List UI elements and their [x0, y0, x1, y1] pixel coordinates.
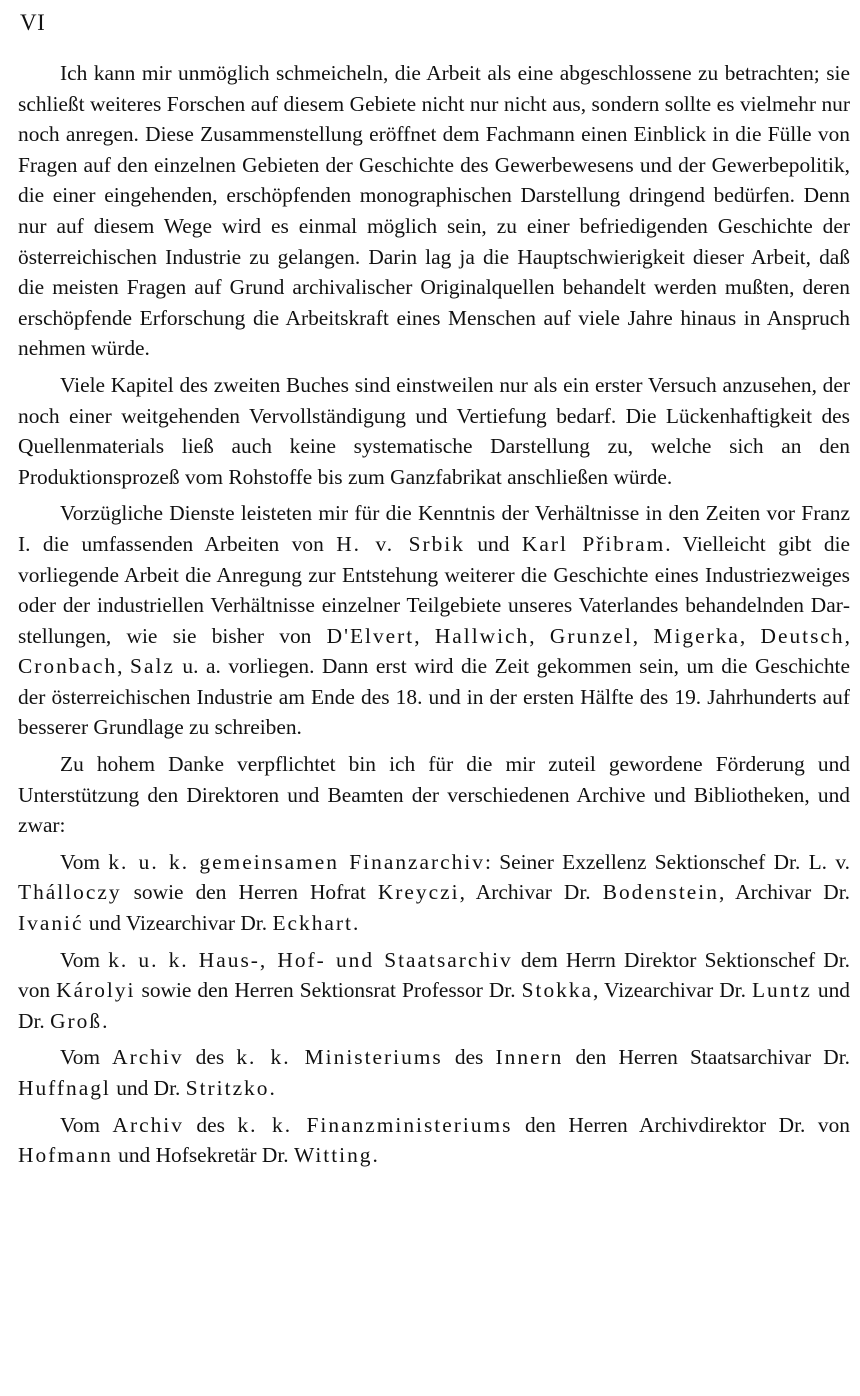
- page-number: VI: [20, 10, 46, 35]
- spaced-emphasis-text: Cronbach: [18, 654, 118, 679]
- spaced-emphasis-text: k. u. k. gemeinsamen Finanzarchiv: [108, 849, 485, 874]
- text-segment: und Hofsekretär Dr.: [112, 1143, 294, 1168]
- text-segment: ,: [844, 623, 850, 648]
- text-segment: .: [102, 1008, 108, 1033]
- text-segment: . Vielleicht gibt die vorliegende Arbeit die Anregung zur Entstehung weiterer die Geschichte eines Industriezweiges oder der industriellen Verhältnisse einzelner Teilgebiete unseres Vaterlandes behandelnden Darstellungen, wie sie bisher von: [18, 531, 851, 648]
- text-segment: , Archivar Dr.: [718, 880, 850, 905]
- text-segment: Vorzügliche Dienste leisteten mir für die Kenntnis der Verhältnisse in den Zeiten vor Franz I. die umfassenden Arbeiten von: [18, 501, 850, 556]
- text-segment: ,: [632, 623, 654, 648]
- spaced-emphasis-text: Deutsch: [760, 623, 845, 648]
- text-segment: sowie den Herren Sektionsrat Professor Dr.: [135, 978, 522, 1003]
- spaced-emphasis-text: Huffnagl: [18, 1076, 111, 1100]
- spaced-emphasis-text: Kreyczi: [377, 880, 460, 905]
- text-segment: des: [183, 1045, 237, 1070]
- spaced-emphasis-text: Hofmann: [18, 1143, 113, 1168]
- text-segment: den Herren Archivdirektor Dr. von: [512, 1112, 850, 1137]
- text-segment: und Dr.: [18, 978, 851, 1033]
- body-text: [18, 58, 850, 1171]
- paragraph: [18, 945, 850, 1037]
- spaced-emphasis-text: Migerka: [653, 623, 740, 648]
- spaced-emphasis-text: Archiv: [112, 1112, 184, 1137]
- text-segment: Ich kann mir unmöglich schmeicheln, die Arbeit als eine abgeschlossene zu betrachten; sie schließt weiteres Forschen auf diesem Gebiete nicht nur nicht aus, sondern sollte es vielmehr nur noch anregen. Diese Zusammenstellung eröffnet dem Fachmann einen Einblick in die Fülle von Fragen auf den einzelnen Gebieten der Geschichte des Gewerbewesens und der Gewerbepolitik, die einer eingehenden, erschöpfenden monographischen Darstellung dringend bedürfen. Denn nur auf diesem Wege wird es einmal möglich sein, zu einer befriedigenden Geschichte der österreichischen Industrie zu gelangen. Darin lag ja die Hauptschwierigkeit dieser Arbeit, daß die meisten Fragen auf Grund archivalischer Originalquellen behandelt werden mußten, deren erschöpfende Erforschung die Arbeitskraft eines Menschen auf viele Jahre hinaus in Anspruch nehmen würde.: [18, 61, 850, 361]
- paragraph: [18, 58, 850, 364]
- spaced-emphasis-text: Károlyi: [56, 978, 136, 1003]
- text-segment: des: [442, 1045, 496, 1070]
- spaced-emphasis-text: Stritzko: [185, 1076, 270, 1100]
- paragraph: [18, 847, 850, 939]
- spaced-emphasis-text: Innern: [495, 1045, 564, 1070]
- document-page: [18, 8, 850, 1171]
- paragraph: [18, 370, 850, 492]
- text-segment: Viele Kapitel des zweiten Buches sind einstweilen nur als ein erster Versuch anzusehen, der noch einer weitgehenden Vervollständigung und Vertiefung bedarf. Die Lückenhaftigkeit des Quellenmaterials ließ auch keine systematische Darstellung zu, welche sich an den Produktionsprozeß vom Rohstoffe bis zum Ganzfabrikat anschließen würde.: [18, 372, 850, 489]
- text-segment: Zu hohem Danke verpflichtet bin ich für die mir zuteil gewordene Förderung und Unterstützung den Direktoren und Beamten der verschiedenen Archive und Bibliotheken, und zwar:: [18, 752, 850, 838]
- text-segment: : Seiner Exzellenz Sektionschef Dr. L. v.: [484, 849, 850, 874]
- text-segment: .: [352, 911, 359, 936]
- text-segment: ,: [117, 654, 131, 679]
- spaced-emphasis-text: Luntz: [751, 978, 812, 1003]
- paragraph: [18, 498, 850, 743]
- text-segment: ,: [739, 623, 761, 648]
- text-segment: .: [372, 1143, 378, 1168]
- text-segment: Vom: [60, 1112, 113, 1137]
- spaced-emphasis-text: Ivanić: [18, 911, 84, 936]
- spaced-emphasis-text: k. u. k. Haus-, Hof- und Staatsarchiv: [108, 947, 513, 972]
- text-segment: sowie den Herren Hofrat: [121, 880, 378, 905]
- text-segment: Vom: [60, 947, 109, 972]
- spaced-emphasis-text: Salz: [130, 654, 175, 679]
- text-segment: .: [269, 1076, 275, 1100]
- text-segment: ,: [529, 623, 550, 648]
- text-segment: dem Herrn Direktor Sektionschef Dr. von: [18, 947, 850, 1003]
- text-segment: ,: [414, 623, 435, 648]
- spaced-emphasis-text: Thálloczy: [18, 880, 122, 905]
- paragraph: [18, 749, 850, 841]
- text-segment: u. a. vorliegen. Dann erst wird die Zeit gekommen sein, um die Geschichte der österreichischen Industrie am Ende des 18. und in der ersten Hälfte des 19. Jahrhunderts auf besserer Grundlage zu schreiben.: [18, 654, 850, 740]
- spaced-emphasis-text: H. v. Srbik: [336, 531, 465, 556]
- spaced-emphasis-text: k. k. Ministeriums: [236, 1045, 443, 1070]
- text-segment: den Herren Staatsarchivar Dr.: [563, 1045, 850, 1070]
- paragraph: [18, 1110, 850, 1171]
- text-segment: , Vizearchivar Dr.: [593, 978, 752, 1003]
- text-segment: und Vizearchivar Dr.: [83, 911, 273, 936]
- text-segment: , Archivar Dr.: [459, 880, 603, 905]
- text-segment: des: [183, 1112, 238, 1137]
- text-segment: und Dr.: [110, 1076, 186, 1100]
- spaced-emphasis-text: Eckhart: [272, 911, 353, 936]
- spaced-emphasis-text: Hallwich: [434, 623, 530, 648]
- spaced-emphasis-text: k. k. Finanzministeriums: [237, 1112, 513, 1137]
- paragraph: [18, 1042, 850, 1103]
- spaced-emphasis-text: Witting: [293, 1143, 373, 1168]
- spaced-emphasis-text: Bodenstein: [602, 880, 719, 905]
- text-segment: Vom: [60, 849, 109, 874]
- spaced-emphasis-text: Archiv: [112, 1045, 184, 1070]
- spaced-emphasis-text: Karl Přibram: [521, 531, 666, 556]
- spaced-emphasis-text: Grunzel: [549, 623, 633, 648]
- spaced-emphasis-text: D'Elvert: [326, 623, 415, 648]
- text-segment: Vom: [60, 1045, 113, 1070]
- spaced-emphasis-text: Stokka: [521, 978, 594, 1003]
- spaced-emphasis-text: Groß: [50, 1008, 103, 1033]
- text-segment: und: [464, 531, 522, 556]
